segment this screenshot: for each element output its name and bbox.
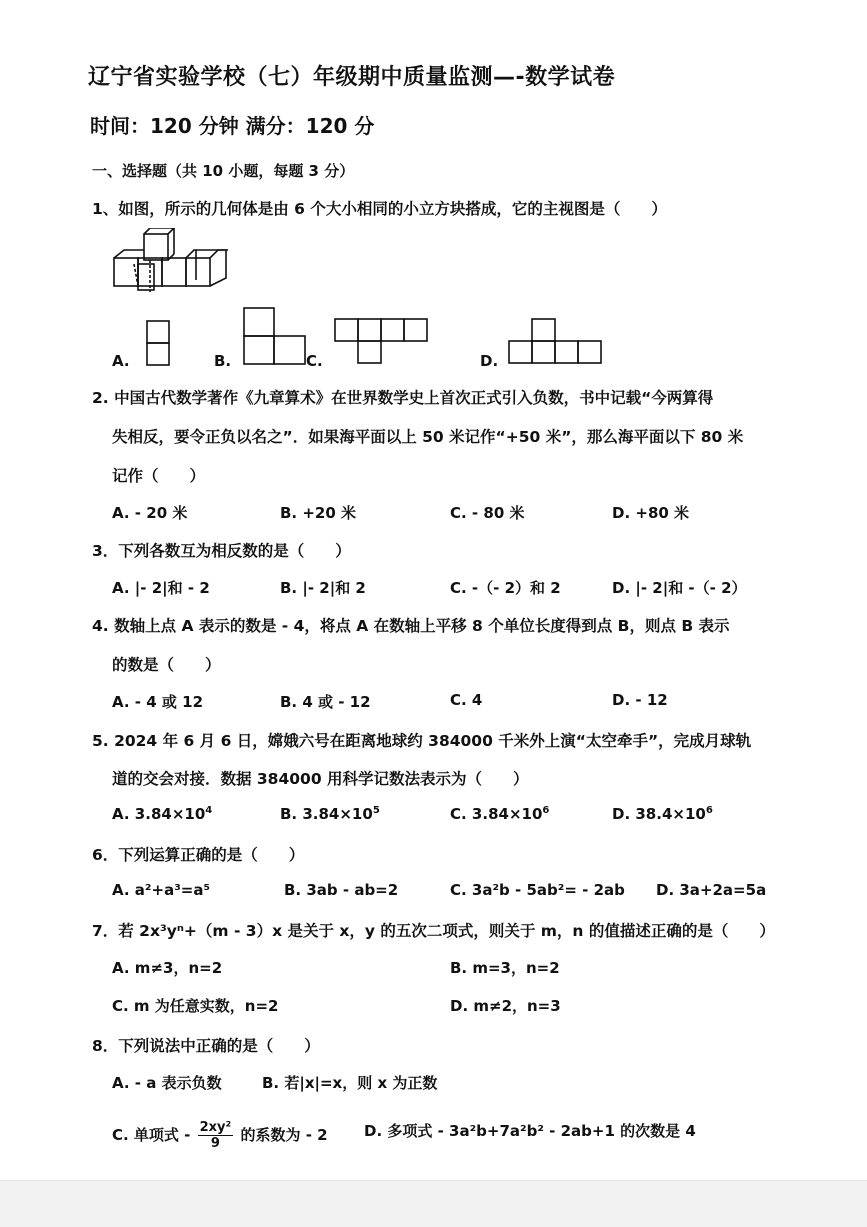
q8-option-b: B. 若|x|=x，则 x 为正数: [262, 1074, 438, 1092]
q1-option-a-figure: [146, 320, 170, 366]
q3-option-d: D. |- 2|和 -（- 2）: [612, 579, 747, 597]
q6-option-d: D. 3a+2a=5a: [656, 881, 767, 899]
question-7-stem: 7．若 2x³yⁿ+（m - 3）x 是关于 x，y 的五次二项式，则关于 m，n 的值描述正确的是（ ）: [92, 922, 775, 940]
q1-option-c-figure: [334, 318, 428, 364]
question-4-line-1: 4. 数轴上点 A 表示的数是 - 4，将点 A 在数轴上平移 8 个单位长度得到点 B，则点 B 表示: [92, 617, 730, 635]
q7-option-c: C. m 为任意实数，n=2: [112, 997, 279, 1015]
q8-option-d: D. 多项式 - 3a²b+7a²b² - 2ab+1 的次数是 4: [364, 1122, 696, 1140]
q6-option-b: B. 3ab - ab=2: [284, 881, 399, 899]
q8-option-c-suffix: 的系数为 - 2: [240, 1126, 328, 1144]
q3-option-b: B. |- 2|和 2: [280, 579, 366, 597]
question-6-stem: 6．下列运算正确的是（ ）: [92, 846, 305, 864]
q5-option-a: [112, 805, 212, 823]
q5-option-d: [612, 805, 713, 823]
q4-option-b: B. 4 或 - 12: [280, 693, 371, 711]
q8-option-c-prefix: C. 单项式 -: [112, 1126, 191, 1144]
q5-option-c-exponent: 6: [542, 805, 550, 816]
q5-option-d-exponent: 6: [705, 805, 713, 816]
q8-option-c-numerator: 2xy²: [199, 1120, 232, 1135]
q5-option-a-exponent: 4: [205, 805, 213, 816]
q1-option-b-figure: [242, 306, 308, 366]
q7-option-a: A. m≠3，n=2: [112, 959, 223, 977]
section-heading: 一、选择题（共 10 小题，每题 3 分）: [92, 162, 355, 180]
q8-option-a: A. - a 表示负数: [112, 1074, 222, 1092]
q8-option-c-denominator: 9: [210, 1136, 220, 1151]
exam-title: 辽宁省实验学校（七）年级期中质量监测—-数学试卷: [88, 65, 616, 90]
question-8-stem: 8．下列说法中正确的是（ ）: [92, 1037, 320, 1055]
question-3-stem: 3．下列各数互为相反数的是（ ）: [92, 542, 351, 560]
q6-option-a: A. a²+a³=a⁵: [112, 881, 211, 899]
q3-option-c: C. -（- 2）和 2: [450, 579, 561, 597]
question-2-line-3: 记作（ ）: [112, 467, 206, 485]
q1-option-a-label: A.: [112, 352, 130, 370]
exam-time-score: 时间：120 分钟 满分：120 分: [90, 114, 375, 138]
q8-option-c: [112, 1120, 328, 1151]
q3-option-a: A. |- 2|和 - 2: [112, 579, 210, 597]
q5-option-d-base: D. 38.4×10: [612, 805, 706, 823]
q1-option-d-figure: [508, 318, 602, 364]
q1-option-b-label: B.: [214, 352, 232, 370]
question-2-line-1: 2. 中国古代数学著作《九章算术》在世界数学史上首次正式引入负数，书中记载“今两算得: [92, 389, 714, 407]
q4-option-a: A. - 4 或 12: [112, 693, 204, 711]
q1-option-d-label: D.: [480, 352, 499, 370]
q1-option-c-label: C.: [306, 352, 323, 370]
q2-option-b: B. +20 米: [280, 504, 357, 522]
q7-option-d: D. m≠2，n=3: [450, 997, 561, 1015]
question-2-line-2: 失相反，要令正负以名之”．如果海平面以上 50 米记作“+50 米”，那么海平面以下 80 米: [112, 428, 744, 446]
q5-option-c: [450, 805, 549, 823]
q5-option-a-base: A. 3.84×10: [112, 805, 206, 823]
q7-option-b: B. m=3，n=2: [450, 959, 560, 977]
question-1-solid-figure: [110, 228, 232, 298]
q5-option-b-base: B. 3.84×10: [280, 805, 373, 823]
q2-option-a: A. - 20 米: [112, 504, 188, 522]
question-1-stem: 1、如图，所示的几何体是由 6 个大小相同的小立方块搭成，它的主视图是（ ）: [92, 200, 667, 218]
q5-option-b-exponent: 5: [372, 805, 380, 816]
q2-option-d: D. +80 米: [612, 504, 690, 522]
q8-option-c-fraction: [198, 1120, 234, 1151]
q6-option-c: C. 3a²b - 5ab²= - 2ab: [450, 881, 625, 899]
question-5-line-2: 道的交会对接．数据 384000 用科学记数法表示为（ ）: [112, 770, 529, 788]
q4-option-d: D. - 12: [612, 691, 668, 709]
question-5-line-1: 5. 2024 年 6 月 6 日，嫦娥六号在距离地球约 384000 千米外上演“太空牵手”，完成月球轨: [92, 732, 752, 750]
question-4-line-2: 的数是（ ）: [112, 656, 221, 674]
q5-option-b: [280, 805, 380, 823]
q4-option-c: C. 4: [450, 691, 483, 709]
q2-option-c: C. - 80 米: [450, 504, 525, 522]
q5-option-c-base: C. 3.84×10: [450, 805, 543, 823]
page-bottom-margin: [0, 1180, 867, 1227]
